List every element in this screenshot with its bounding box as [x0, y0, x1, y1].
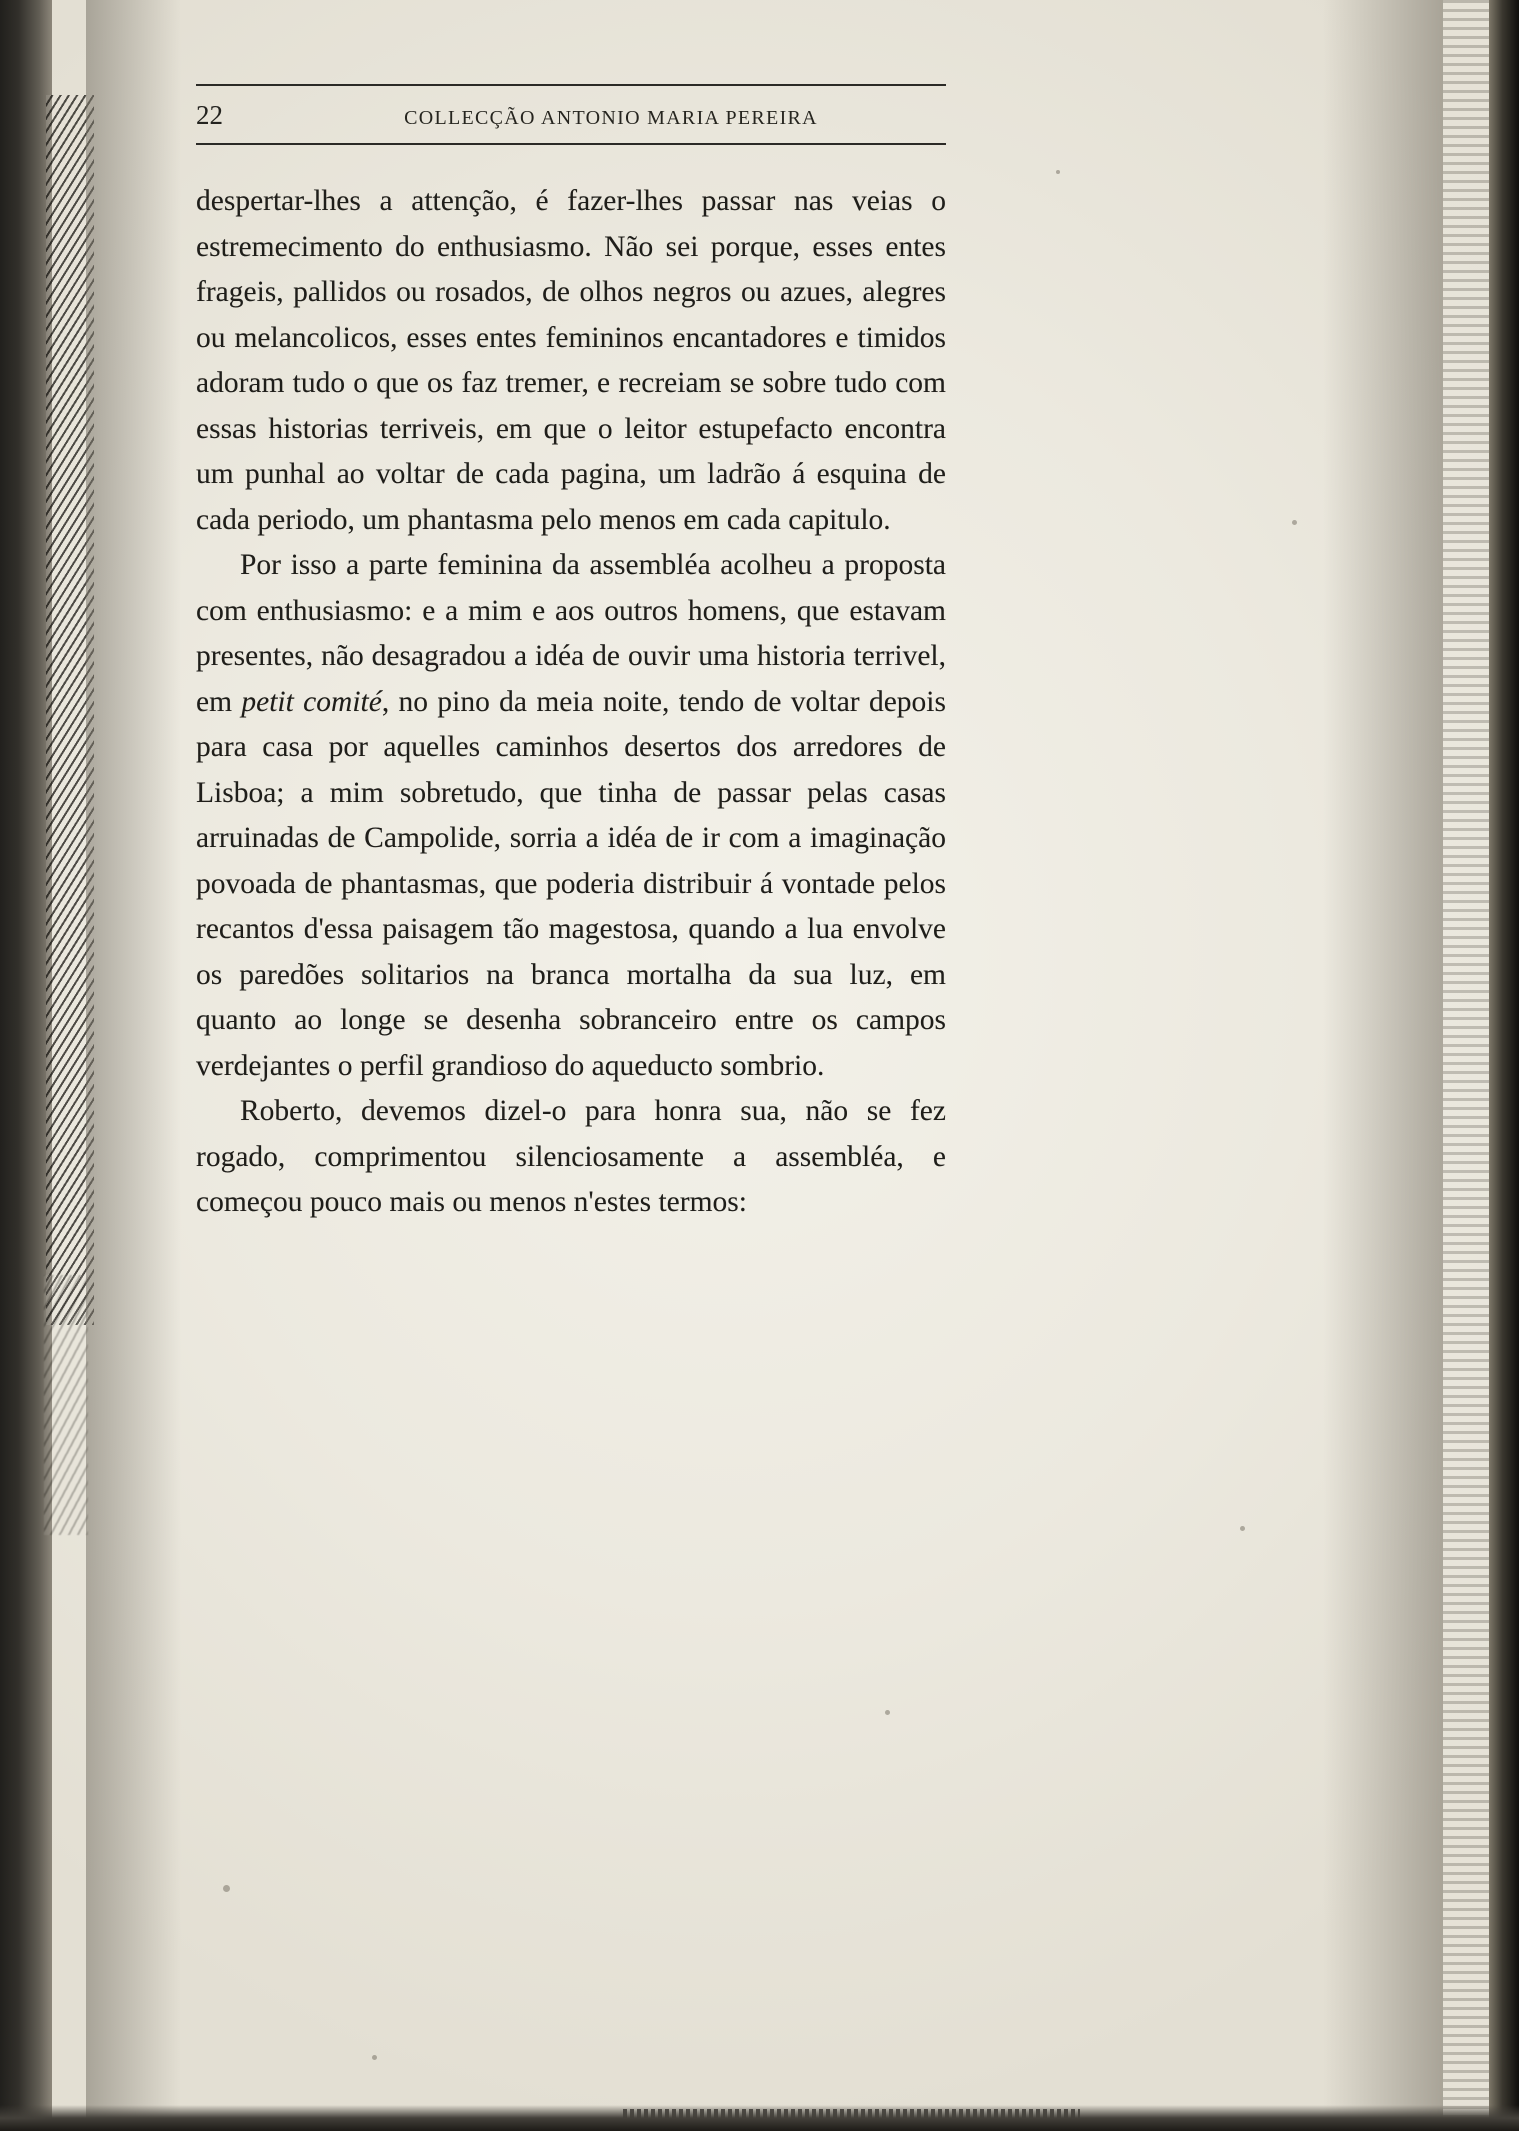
right-page-shadow: [1323, 0, 1443, 2131]
running-title: COLLECÇÃO ANTONIO MARIA PEREIRA: [404, 107, 818, 129]
scan-speck: [1292, 520, 1297, 525]
paragraph-1: despertar-lhes a attenção, é fazer-lhes passar nas veias o estremecimento do enthusiasmo. Não sei porque, esses entes frageis, pallidos ou rosados, de olhos negros ou azues, alegres ou melancolicos, esses entes femininos encantadores e timidos adoram tudo o que os faz tremer, e recreiam se sobre tudo com essas historias terriveis, em que o leitor estupefacto encontra um punhal ao voltar de cada pagina, um ladrão á esquina de cada periodo, um phantasma pelo menos em cada capitulo.: [196, 185, 946, 536]
left-page-shadow: [86, 0, 181, 2131]
folio-number: 22: [196, 100, 223, 130]
scan-speck: [223, 1885, 230, 1892]
scan-speck: [1240, 1526, 1245, 1531]
scan-speck: [885, 1710, 890, 1715]
paragraph-3: Roberto, devemos dizel-o para honra sua, não se fez rogado, comprimentou silenciosamente a assembléa, e começou pouco mais ou menos n'estes termos:: [196, 1095, 946, 1218]
scan-speck: [1056, 170, 1060, 174]
body-text: [196, 179, 946, 1226]
paragraph-2: [196, 543, 946, 1089]
spine-texture-lower: [44, 1275, 88, 1535]
header-rule-bottom: [196, 143, 946, 145]
paragraph-2-italic: petit comité: [241, 685, 382, 718]
page-header: [196, 86, 946, 141]
paragraph-2-part-2: , no pino da meia noite, tendo de voltar depois para casa por aquelles caminhos desertos dos arredores de Lisboa; a mim sobretudo, que tinha de passar pelas casas arruinadas de Campolide, sorria a idéa de ir com a imaginação povoada de phantasmas, que poderia distribuir á vontade pelos recantos d'essa paisagem tão magestosa, quando a lua envolve os paredões solitarios na branca mortalha da sua luz, em quanto ao longe se desenha sobranceiro entre os campos verdejantes o perfil grandioso do aqueducto sombrio.: [196, 685, 946, 1082]
book-spine-shadow: [0, 0, 52, 2131]
printed-page: [196, 84, 946, 1226]
right-page-edge-texture: [1443, 0, 1489, 2131]
paragraph-2-part-1: Por isso a parte feminina da assembléa acolheu a proposta com enthusiasmo: e a mim e aos outros homens, que estavam presentes, não desagradou a idéa de ouvir uma historia terrivel, em: [196, 549, 946, 718]
bottom-book-edge: [0, 2105, 1519, 2131]
scan-speck: [372, 2055, 377, 2060]
right-book-edge: [1489, 0, 1519, 2131]
